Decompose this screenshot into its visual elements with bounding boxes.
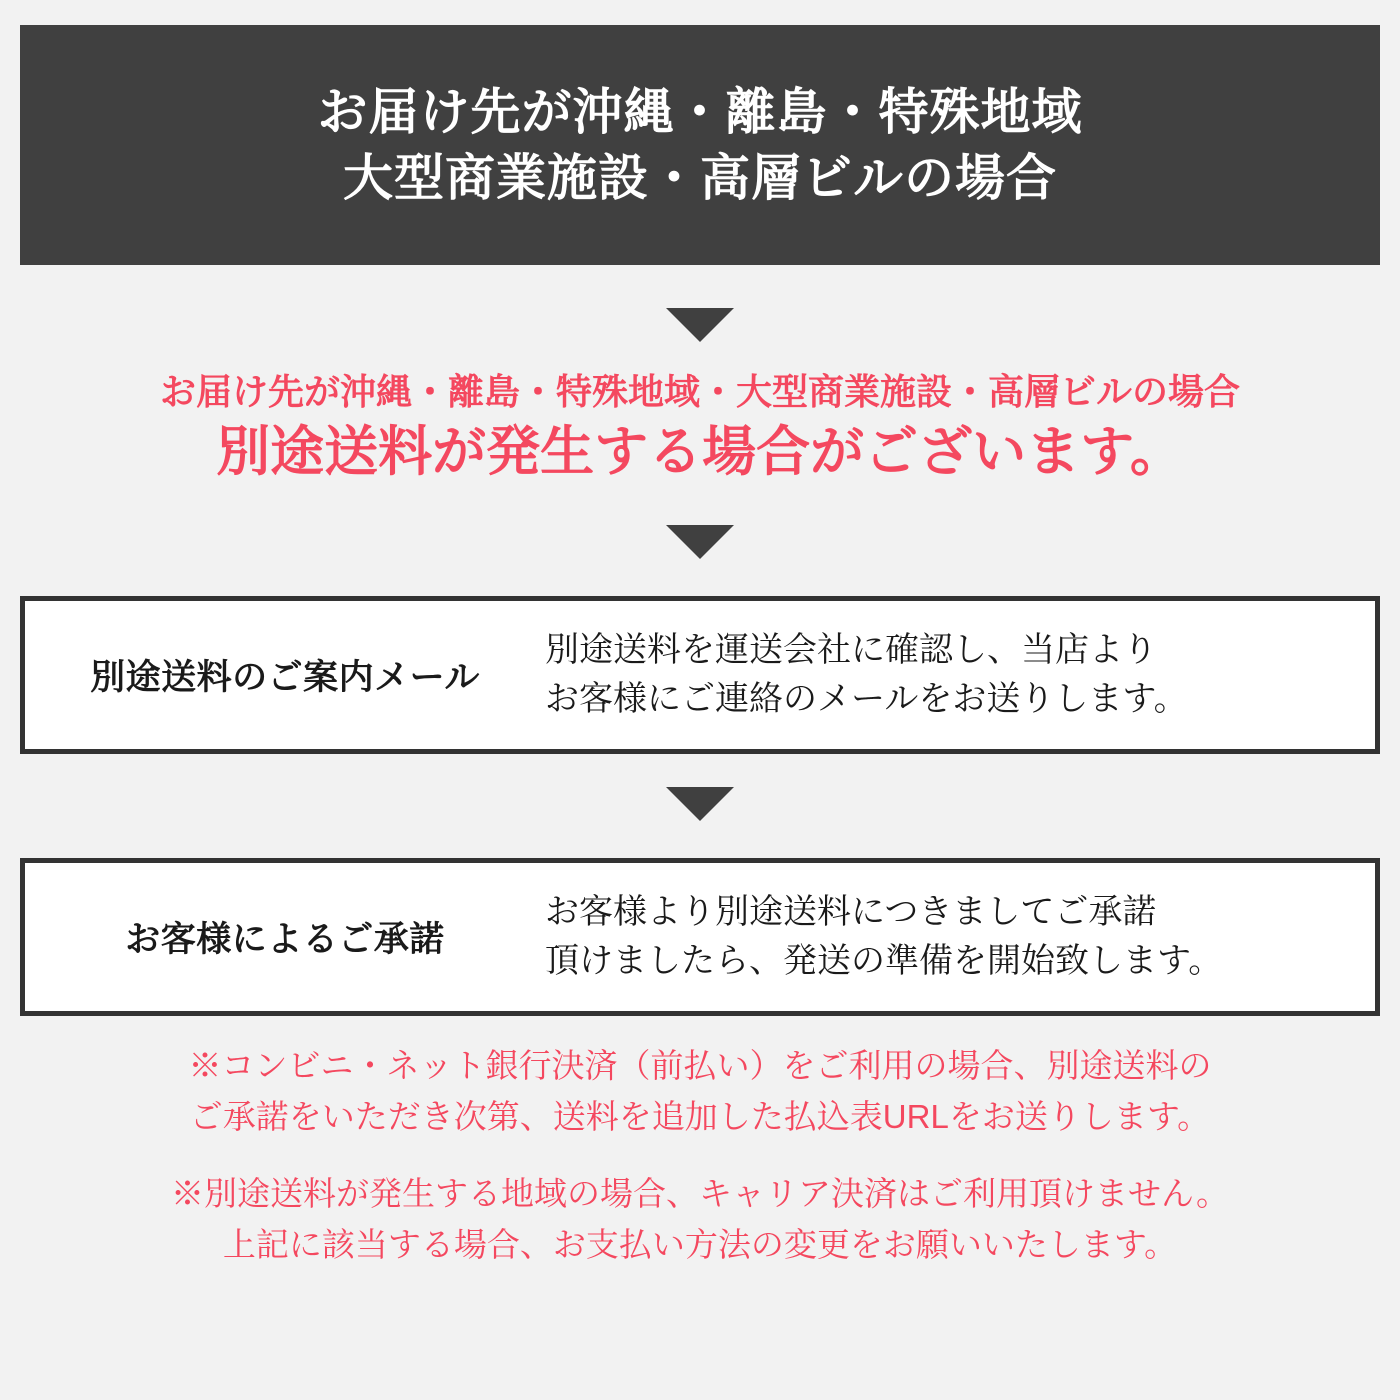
note-item — [20, 1168, 1380, 1270]
emphasis-block — [20, 370, 1380, 487]
note-line-1: ※コンビニ・ネット銀行決済（前払い）をご利用の場合、別途送料の — [188, 1047, 1212, 1084]
step-label: 別途送料のご案内メール — [90, 658, 480, 697]
step-description-line-2: お客様にご連絡のメールをお送りします。 — [545, 680, 1188, 718]
step-description-line-1: お客様より別途送料につきましてご承諾 — [545, 892, 1157, 931]
note-line-1: ※別途送料が発生する地域の場合、キャリア決済はご利用頂けません。 — [171, 1175, 1229, 1213]
note-line-2: ご承諾をいただき次第、送料を追加した払込表URLをお送りします。 — [189, 1098, 1211, 1136]
step-description — [545, 888, 1375, 987]
step-description-line-2: 頂けましたら、発送の準備を開始致します。 — [545, 942, 1223, 980]
step-box-customer-consent — [20, 858, 1380, 1016]
note-line-2: 上記に該当する場合、お支払い方法の変更をお願いいたします。 — [222, 1226, 1178, 1264]
notes-section — [20, 1040, 1380, 1271]
triangle-down-icon — [666, 308, 734, 342]
step-label: お客様によるご承諾 — [125, 920, 445, 959]
header-banner — [20, 25, 1380, 265]
step-box-shipping-fee-email — [20, 596, 1380, 754]
notes-divider-space — [20, 1142, 1380, 1168]
header-title-line-1: お届け先が沖縄・離島・特殊地域 — [317, 84, 1083, 140]
triangle-down-icon — [666, 525, 734, 559]
emphasis-subtitle: お届け先が沖縄・離島・特殊地域・大型商業施設・高層ビルの場合 — [159, 371, 1240, 412]
step-description-line-1: 別途送料を運送会社に確認し、当店より — [545, 630, 1157, 669]
note-item — [20, 1040, 1380, 1142]
triangle-down-icon — [666, 787, 734, 821]
step-description — [545, 626, 1375, 725]
emphasis-headline: 別途送料が発生する場合がございます。 — [216, 422, 1184, 483]
header-title-line-2: 大型商業施設・高層ビルの場合 — [343, 150, 1057, 206]
